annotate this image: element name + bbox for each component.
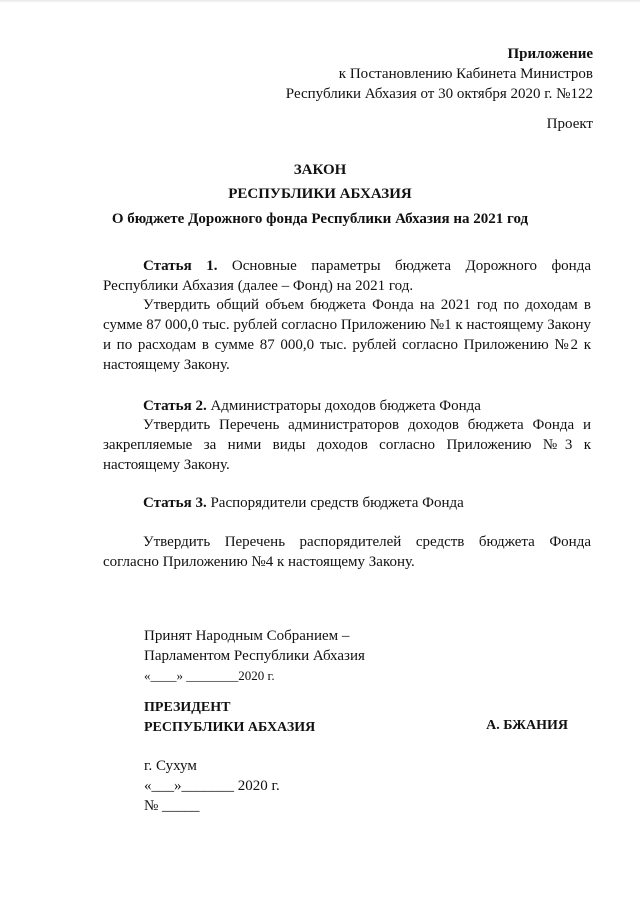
president-name: А. БЖАНИЯ: [486, 718, 568, 733]
appendix-title: Приложение: [507, 46, 593, 62]
adoption-line-2: Парламентом Республики Абхазия: [144, 648, 365, 664]
place-city: г. Сухум: [144, 758, 197, 774]
article-3-heading: [103, 493, 591, 513]
adoption-block: [144, 626, 365, 686]
scan-edge: [0, 0, 640, 3]
president-title-line-2: РЕСПУБЛИКИ АБХАЗИЯ: [144, 720, 316, 735]
article-2-text: Утвердить Перечень администраторов доходов бюджета Фонда и закрепляемые за ними виды доходов согласно Приложению №3 к настоящему Закону.: [103, 417, 591, 473]
draft-label: Проект: [546, 116, 593, 132]
article-3-label: Статья 3.: [143, 495, 207, 511]
article-3-text: Утвердить Перечень распорядителей средств бюджета Фонда согласно Приложению №4 к настоящему Закону.: [103, 534, 591, 570]
president-title-line-1: ПРЕЗИДЕНТ: [144, 700, 231, 715]
appendix-line-2: Республики Абхазия от 30 октября 2020 г. №122: [285, 86, 593, 102]
article-2-label: Статья 2.: [143, 398, 207, 414]
article-1-heading: [103, 256, 591, 296]
law-republic: РЕСПУБЛИКИ АБХАЗИЯ: [228, 186, 412, 202]
adoption-line-1: Принят Народным Собранием –: [144, 628, 350, 644]
article-1-label: Статья 1.: [143, 258, 218, 274]
article-3-heading-text: Распорядители средств бюджета Фонда: [206, 495, 464, 511]
place-number: № _____: [144, 798, 200, 814]
article-2-heading: [103, 396, 591, 416]
president-title: [144, 698, 315, 738]
appendix-line-1: к Постановлению Кабинета Министров: [338, 66, 593, 82]
article-2-heading-text: Администраторы доходов бюджета Фонда: [206, 398, 481, 414]
place-block: [144, 756, 280, 816]
place-date: «___»_______ 2020 г.: [144, 778, 280, 794]
article-1-heading-text: Основные параметры бюджета Дорожного фонда Республики Абхазия (далее – Фонд) на 2021 год.: [103, 258, 592, 294]
law-title: ЗАКОН: [293, 162, 347, 178]
adoption-date: «____» ________2020 г.: [144, 668, 275, 683]
law-name: О бюджете Дорожного фонда Республики Абхазия на 2021 год: [111, 211, 529, 227]
appendix-block: [286, 44, 593, 104]
article-1-text: Утвердить общий объем бюджета Фонда на 2021 год по доходам в сумме 87 000,0 тыс. рублей согласно Приложению №1 к настоящему Закону и по расходам в сумме 87 000,0 тыс. рублей согласно Приложению №2 к настоящему Закону.: [103, 297, 591, 373]
